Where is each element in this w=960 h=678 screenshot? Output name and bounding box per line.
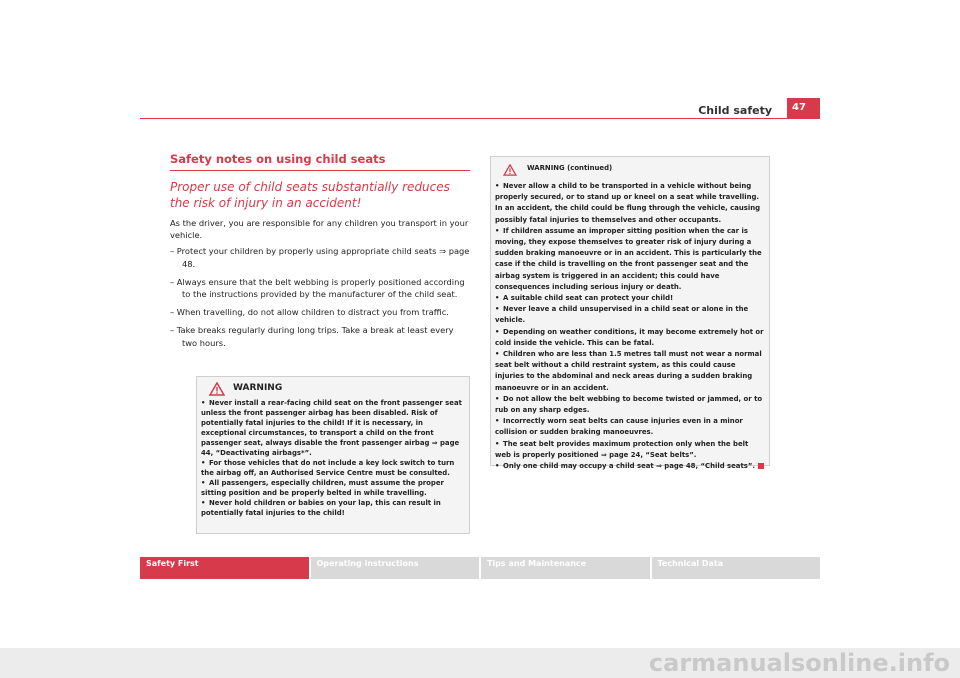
step-item: – When travelling, do not allow children to distract you from traffic. xyxy=(170,306,470,318)
section-intro: As the driver, you are responsible for any children you transport in your vehicle. xyxy=(170,218,469,241)
left-column xyxy=(170,152,470,355)
header-rule xyxy=(140,118,820,119)
warning-item-text: Only one child may occupy a child seat ⇒ page 48, “Child seats”. xyxy=(503,462,756,471)
end-marker-icon xyxy=(758,463,764,469)
warning-item: • If children assume an improper sitting position when the car is moving, they expose themselves to greater risk of injury during a sudden braking manoeuvre or in an accident. This is particularly the case if the child is travelling on the front passenger seat and the airbag system is triggered in an accident; this could have consequences including serious injury or death. xyxy=(495,226,765,293)
warning-triangle-icon xyxy=(503,161,519,175)
warning-list xyxy=(495,181,765,472)
warning-item: • Never install a rear-facing child seat on the front passenger seat unless the front passenger airbag has been disabled. Risk of potentially fatal injuries to the child! If it is necessary, in exceptional circumstances, to transport a child on the front passenger seat, always disable the front passenger airbag ⇒ page 44, “Deactivating airbags*”. xyxy=(201,398,465,458)
step-item: – Protect your children by properly using appropriate child seats ⇒ page 48. xyxy=(170,245,470,269)
steps-list xyxy=(170,245,470,348)
warning-item: • A suitable child seat can protect your child! xyxy=(495,293,765,304)
warning-triangle-icon xyxy=(209,381,225,395)
warning-item: • Never hold children or babies on your lap, this can result in potentially fatal injuries to the child! xyxy=(201,498,465,518)
tab-tips-and-maintenance[interactable]: Tips and Maintenance xyxy=(481,557,652,579)
warning-box-left xyxy=(196,376,470,534)
warning-box-right xyxy=(490,156,770,471)
warning-item: • For those vehicles that do not include a key lock switch to turn the airbag off, an Authorised Service Centre must be consulted. xyxy=(201,458,465,478)
warning-item: • Do not allow the belt webbing to become twisted or jammed, or to rub on any sharp edges. xyxy=(495,394,765,416)
warning-item: • All passengers, especially children, must assume the proper sitting position and be properly belted in while travelling. xyxy=(201,478,465,498)
warning-item-last xyxy=(495,461,765,472)
warning-item: • Never allow a child to be transported in a vehicle without being properly secured, or to stand up or kneel on a seat while travelling. In an accident, the child could be flung through the vehicle, causing possibly fatal injuries to themselves and other occupants. xyxy=(495,181,765,226)
page-number: 47 xyxy=(787,98,820,118)
warning-header xyxy=(201,381,465,395)
section-lead: Proper use of child seats substantially reduces the risk of injury in an accident! xyxy=(170,180,450,210)
section-title: Safety notes on using child seats xyxy=(170,152,470,171)
step-item: – Always ensure that the belt webbing is properly positioned according to the instructions provided by the manufacturer of the child seat. xyxy=(170,276,470,300)
warning-item: • Children who are less than 1.5 metres tall must not wear a normal seat belt without a child restraint system, as this could cause injuries to the abdominal and neck areas during a sudden braking manoeuvre or in an accident. xyxy=(495,349,765,394)
footer-nav xyxy=(140,557,820,579)
warning-item: • The seat belt provides maximum protection only when the belt web is properly positioned ⇒ page 24, “Seat belts”. xyxy=(495,439,765,461)
tab-safety-first[interactable]: Safety First xyxy=(140,557,311,579)
warning-title: WARNING (continued) xyxy=(527,164,613,172)
warning-item: • Never leave a child unsupervised in a child seat or alone in the vehicle. xyxy=(495,304,765,326)
warning-title: WARNING xyxy=(233,383,283,393)
tab-technical-data[interactable]: Technical Data xyxy=(652,557,821,579)
watermark: carmanualsonline.info xyxy=(0,648,960,678)
step-item: – Take breaks regularly during long trips. Take a break at least every two hours. xyxy=(170,324,470,348)
tab-operating-instructions[interactable]: Operating instructions xyxy=(311,557,482,579)
warning-item: • Incorrectly worn seat belts can cause injuries even in a minor collision or sudden braking manoeuvres. xyxy=(495,416,765,438)
page-header-title: Child safety xyxy=(698,104,772,117)
warning-header xyxy=(495,161,765,175)
warning-list xyxy=(201,398,465,518)
warning-item: • Depending on weather conditions, it may become extremely hot or cold inside the vehicle. This can be fatal. xyxy=(495,327,765,349)
